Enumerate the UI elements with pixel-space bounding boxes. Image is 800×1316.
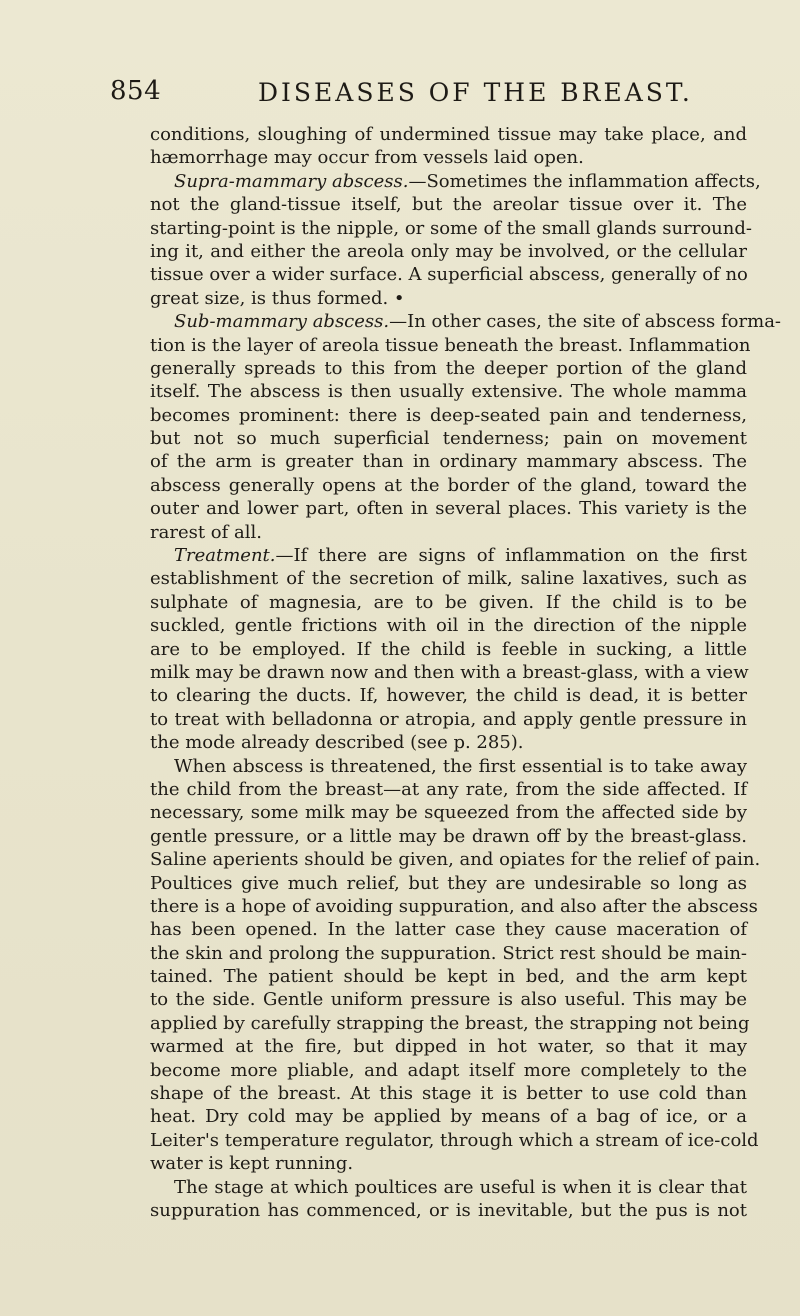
text-line — [150, 334, 751, 357]
line-text: outer and lower part, often in several places. This variety is the — [150, 498, 747, 520]
page-header — [0, 76, 800, 116]
line-text: itself. The abscess is then usually extensive. The whole mamma — [150, 381, 747, 403]
text-line — [150, 895, 758, 918]
text-line — [150, 1129, 759, 1152]
line-text: abscess generally opens at the border of the gland, toward the — [150, 474, 747, 496]
line-text: shape of the breast. At this stage it is better to use cold than — [150, 1083, 747, 1105]
text-line — [150, 263, 747, 286]
line-text: rarest of all. — [150, 521, 262, 543]
line-text: to clearing the ducts. If, however, the child is dead, it is better — [150, 685, 747, 707]
line-text: applied by carefully strapping the breast, the strapping not being — [150, 1012, 750, 1034]
text-line — [150, 778, 747, 801]
text-line — [150, 848, 761, 871]
line-text: sulphate of magnesia, are to be given. If the child is to be — [150, 591, 747, 613]
text-line — [150, 942, 747, 965]
text-line — [150, 427, 747, 450]
line-text: heat. Dry cold may be applied by means of a bag of ice, or a — [150, 1106, 747, 1128]
text-line — [150, 1199, 747, 1222]
paragraph-heading: Sub-mammary abscess. — [174, 311, 390, 333]
line-text: establishment of the secretion of milk, saline laxatives, such as — [150, 568, 747, 590]
line-text: milk may be drawn now and then with a breast-glass, with a view — [150, 661, 749, 683]
text-line — [150, 146, 747, 169]
text-line — [150, 872, 747, 895]
line-text: to the side. Gentle uniform pressure is also useful. This may be — [150, 989, 747, 1011]
text-line — [150, 217, 752, 240]
line-text: conditions, sloughing of undermined tissue may take place, and — [150, 124, 747, 145]
line-text: starting-point is the nipple, or some of the small glands surround- — [150, 217, 752, 239]
running-head: DISEASES OF THE BREAST. — [258, 78, 693, 107]
text-line — [150, 310, 782, 333]
text-line — [150, 474, 747, 497]
line-text: —If there are signs of inflammation on the first — [275, 545, 747, 567]
text-line — [150, 240, 747, 263]
text-line — [150, 1152, 747, 1175]
text-line — [150, 684, 747, 707]
line-text: When abscess is threatened, the first essential is to take away — [174, 755, 747, 777]
line-text: hæmorrhage may occur from vessels laid open. — [150, 147, 584, 169]
line-text: suckled, gentle frictions with oil in the direction of the nipple — [150, 615, 747, 637]
page-number: 854 — [110, 76, 162, 106]
line-text: Saline aperients should be given, and opiates for the relief of pain. — [150, 849, 761, 871]
line-text: but not so much superficial tenderness; pain on movement — [150, 428, 747, 450]
line-text: tion is the layer of areola tissue beneath the breast. Inflammation — [150, 334, 751, 356]
text-line — [150, 193, 747, 216]
text-line — [150, 521, 747, 544]
line-text: not the gland-tissue itself, but the areolar tissue over it. The — [150, 194, 747, 216]
text-line — [150, 661, 747, 684]
text-line — [150, 450, 747, 473]
text-line — [150, 591, 747, 614]
text-line — [150, 404, 747, 427]
text-line — [150, 708, 747, 731]
text-line — [150, 731, 747, 754]
line-text: —In other cases, the site of abscess forma- — [389, 311, 782, 333]
text-line — [150, 755, 747, 778]
line-text: becomes prominent: there is deep-seated pain and tenderness, — [150, 404, 747, 426]
text-line — [150, 638, 747, 661]
text-line — [150, 1082, 747, 1105]
line-text: are to be employed. If the child is feeble in sucking, a little — [150, 638, 747, 660]
line-text: the skin and prolong the suppuration. Strict rest should be main- — [150, 942, 747, 964]
text-line — [150, 1035, 747, 1058]
text-line — [150, 614, 747, 637]
text-line — [150, 1176, 747, 1199]
text-line — [150, 544, 747, 567]
text-line — [150, 801, 747, 824]
line-text: of the arm is greater than in ordinary mammary abscess. The — [150, 451, 747, 473]
line-text: there is a hope of avoiding suppuration, and also after the abscess — [150, 895, 758, 917]
text-line — [150, 380, 747, 403]
line-text: has been opened. In the latter case they cause maceration of — [150, 919, 747, 941]
text-line — [150, 965, 747, 988]
line-text: the mode already described (see p. 285). — [150, 732, 524, 754]
text-line — [150, 1012, 750, 1035]
paragraph-heading: Treatment. — [174, 545, 276, 567]
line-text: Leiter's temperature regulator, through which a stream of ice-cold — [150, 1129, 759, 1151]
line-text: tissue over a wider surface. A superficial abscess, generally of no — [150, 264, 748, 286]
text-line — [150, 988, 747, 1011]
text-line — [150, 918, 747, 941]
line-text: necessary, some milk may be squeezed from the affected side by — [150, 802, 747, 824]
text-line — [150, 1059, 747, 1082]
line-text: great size, is thus formed. • — [150, 287, 405, 309]
line-text: warmed at the fire, but dipped in hot water, so that it may — [150, 1036, 747, 1058]
line-text: suppuration has commenced, or is inevitable, but the pus is not — [150, 1199, 747, 1221]
line-text: tained. The patient should be kept in bed, and the arm kept — [150, 966, 747, 988]
line-text: the child from the breast—at any rate, from the side affected. If — [150, 778, 747, 800]
line-text: water is kept running. — [150, 1153, 354, 1175]
text-line — [150, 825, 747, 848]
line-text: generally spreads to this from the deeper portion of the gland — [150, 357, 747, 379]
text-line — [150, 567, 747, 590]
line-text: ing it, and either the areola only may be involved, or the cellular — [150, 240, 747, 262]
text-line — [150, 357, 747, 380]
text-line — [150, 287, 747, 310]
text-line — [150, 497, 747, 520]
text-line — [150, 123, 747, 146]
text-line — [150, 1105, 747, 1128]
line-text: Poultices give much relief, but they are undesirable so long as — [150, 872, 747, 894]
text-line — [150, 170, 761, 193]
body-text — [150, 123, 782, 1222]
line-text: become more pliable, and adapt itself more completely to the — [150, 1059, 747, 1081]
paragraph-heading: Supra-mammary abscess. — [174, 170, 409, 192]
line-text: The stage at which poultices are useful is when it is clear that — [174, 1176, 747, 1198]
line-text: gentle pressure, or a little may be drawn off by the breast-glass. — [150, 825, 747, 847]
line-text: —Sometimes the inflammation affects, — [408, 170, 761, 192]
line-text: to treat with belladonna or atropia, and apply gentle pressure in — [150, 708, 747, 730]
